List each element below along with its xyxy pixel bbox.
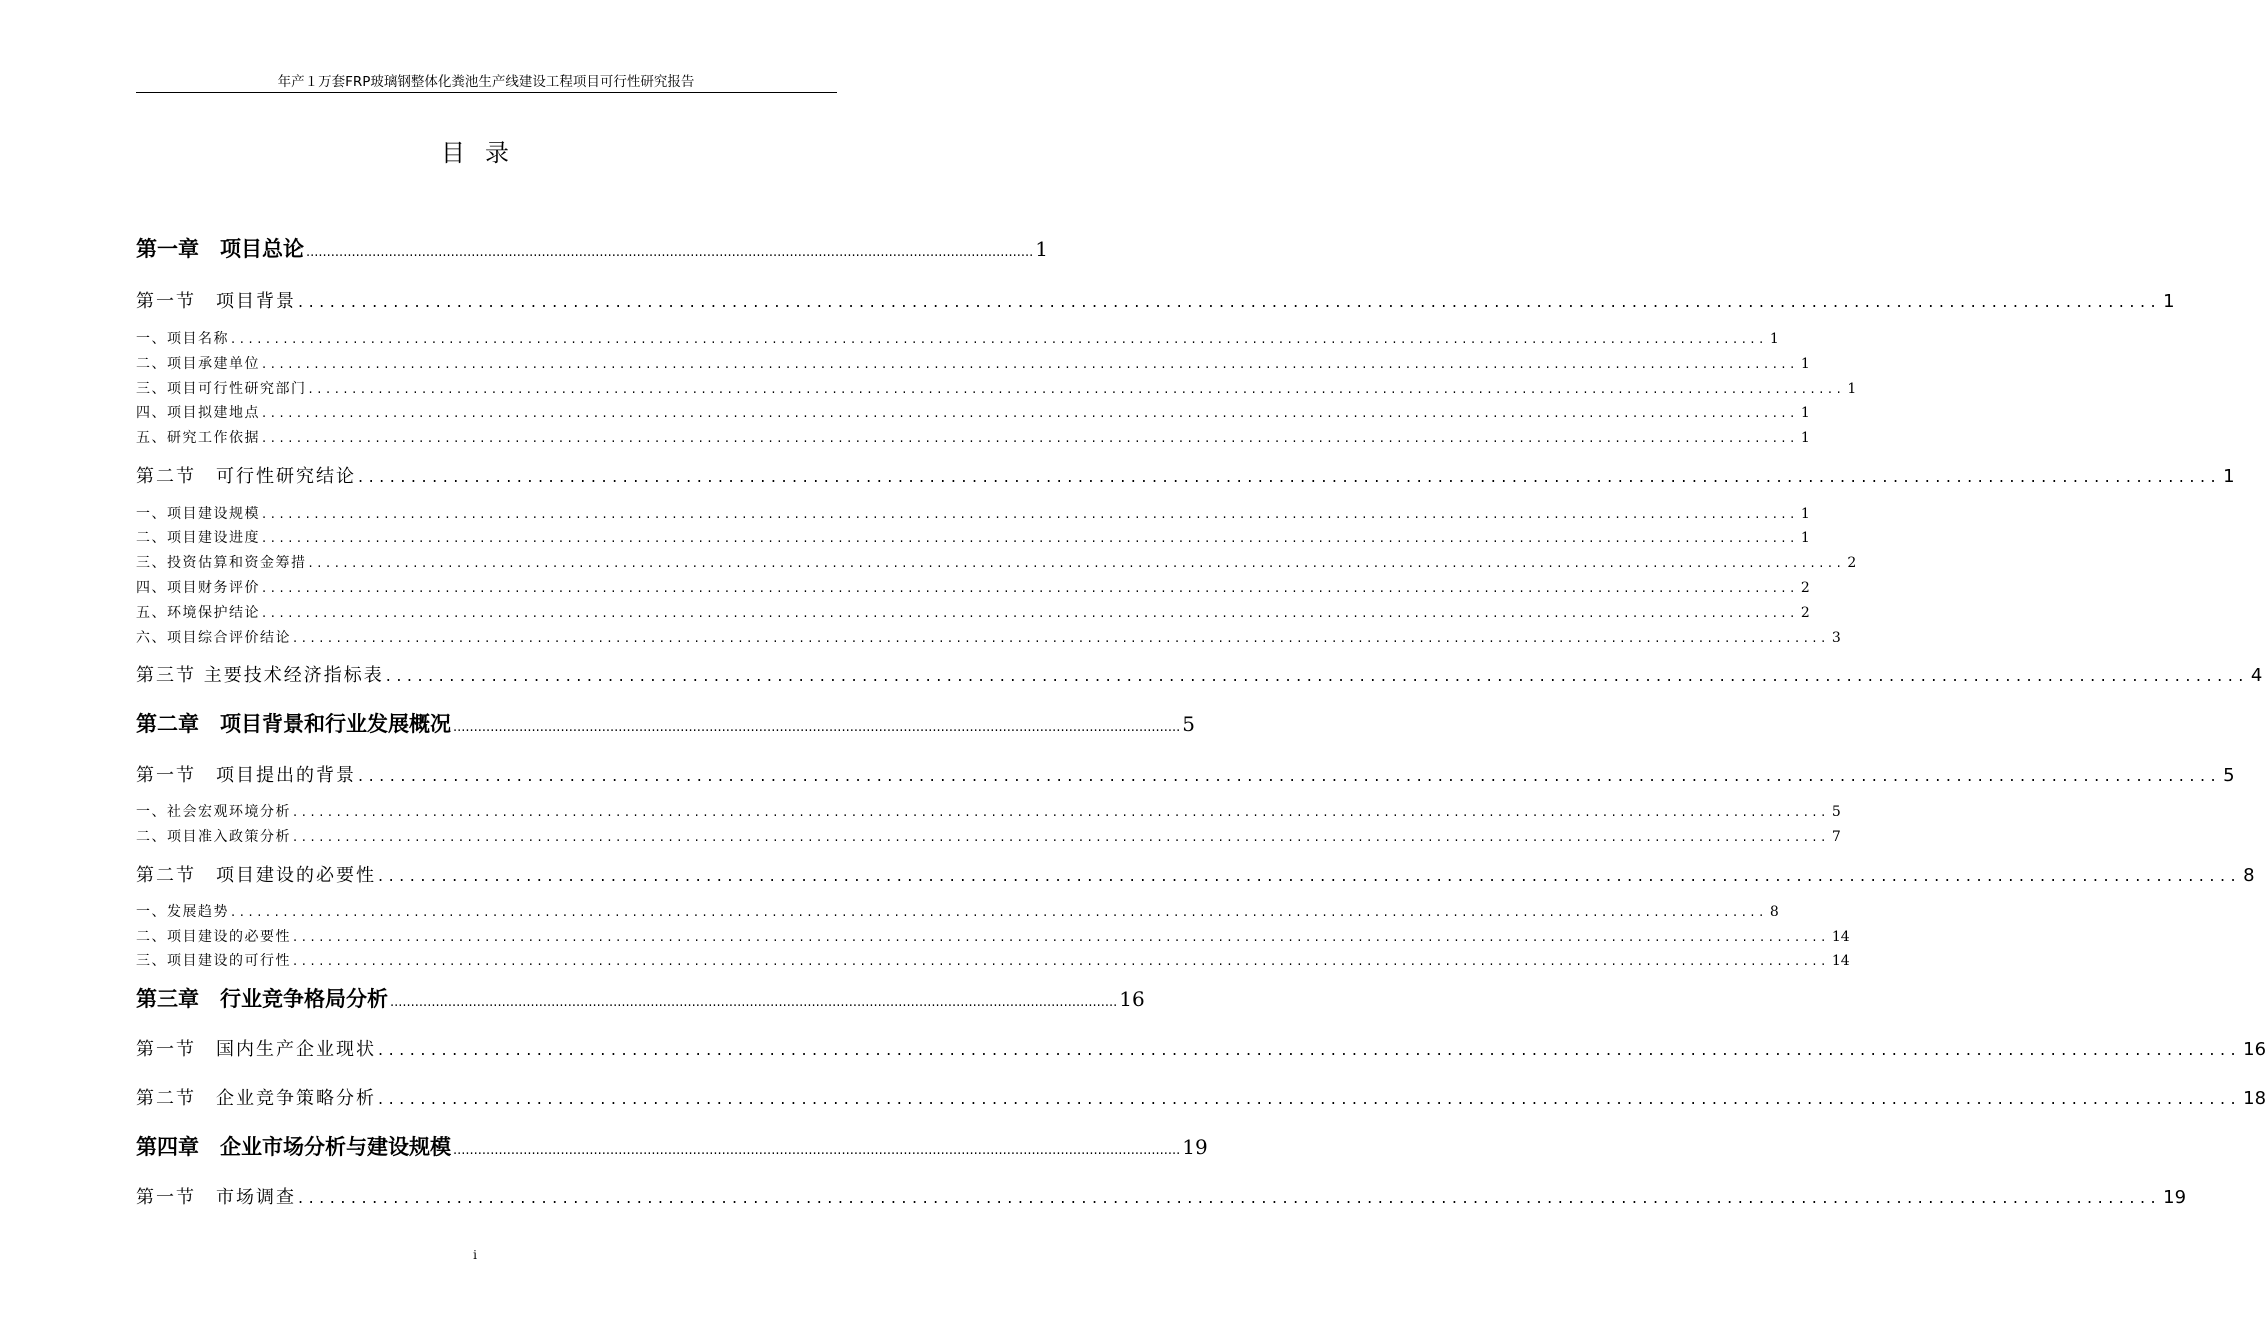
toc-title: 目录 xyxy=(441,139,529,167)
toc-item[interactable]: 一、项目建设规模 ................................................................................................................................................................................ 1 xyxy=(136,506,1810,522)
toc-item[interactable]: 三、投资估算和资金筹措 ................................................................................................................................................................................ 2 xyxy=(136,555,1857,571)
toc-item[interactable]: 一、社会宏观环境分析 ................................................................................................................................................................................ 5 xyxy=(136,804,1841,820)
toc-item[interactable]: 五、环境保护结论 ................................................................................................................................................................................ 2 xyxy=(136,605,1810,621)
toc-section[interactable]: 第二节 项目建设的必要性 ................................................................................................................................................................................ 8 xyxy=(136,865,2255,886)
page-number: i xyxy=(473,1248,477,1262)
toc-item[interactable]: 二、项目准入政策分析 ................................................................................................................................................................................ 7 xyxy=(136,829,1841,845)
toc-chapter[interactable]: 第三章 行业竞争格局分析 ................................................................................................................................................................................ 16 xyxy=(136,987,1145,1011)
toc-item[interactable]: 二、项目建设的必要性 ................................................................................................................................................................................ 14 xyxy=(136,929,1850,945)
toc-section[interactable]: 第二节 企业竞争策略分析 ................................................................................................................................................................................ 18 xyxy=(136,1088,2266,1109)
toc-item[interactable]: 四、项目拟建地点 ................................................................................................................................................................................ 1 xyxy=(136,405,1810,421)
toc-section[interactable]: 第一节 国内生产企业现状 ................................................................................................................................................................................ 16 xyxy=(136,1039,2266,1060)
toc-item[interactable]: 六、项目综合评价结论 ................................................................................................................................................................................ 3 xyxy=(136,630,1841,646)
toc-item[interactable]: 一、发展趋势 ................................................................................................................................................................................ 8 xyxy=(136,904,1779,920)
toc-section[interactable]: 第三节 主要技术经济指标表 ................................................................................................................................................................................ 4 xyxy=(136,665,2263,686)
toc-section[interactable]: 第一节 项目背景 ................................................................................................................................................................................ 1 xyxy=(136,291,2175,312)
toc-item[interactable]: 三、项目建设的可行性 ................................................................................................................................................................................ 14 xyxy=(136,953,1850,969)
toc-item[interactable]: 三、项目可行性研究部门 ................................................................................................................................................................................ 1 xyxy=(136,381,1857,397)
toc-section[interactable]: 第二节 可行性研究结论 ................................................................................................................................................................................ 1 xyxy=(136,466,2235,487)
toc-item[interactable]: 五、研究工作依据 ................................................................................................................................................................................ 1 xyxy=(136,430,1810,446)
toc-section[interactable]: 第一节 市场调查 ................................................................................................................................................................................ 19 xyxy=(136,1187,2187,1208)
header-rule xyxy=(136,92,837,93)
toc-item[interactable]: 二、项目建设进度 ................................................................................................................................................................................ 1 xyxy=(136,530,1810,546)
toc-item[interactable]: 四、项目财务评价 ................................................................................................................................................................................ 2 xyxy=(136,580,1810,596)
toc-chapter[interactable]: 第二章 项目背景和行业发展概况 ................................................................................................................................................................................ 5 xyxy=(136,712,1196,736)
toc-item[interactable]: 一、项目名称 ................................................................................................................................................................................ 1 xyxy=(136,331,1779,347)
toc-chapter[interactable]: 第一章 项目总论 ................................................................................................................................................................................ 1 xyxy=(136,237,1049,261)
running-header: 年产１万套FRP玻璃钢整体化粪池生产线建设工程项目可行性研究报告 xyxy=(277,74,695,90)
toc-chapter[interactable]: 第四章 企业市场分析与建设规模 ................................................................................................................................................................................ 19 xyxy=(136,1135,1208,1159)
toc-item[interactable]: 二、项目承建单位 ................................................................................................................................................................................ 1 xyxy=(136,356,1810,372)
toc-section[interactable]: 第一节 项目提出的背景 ................................................................................................................................................................................ 5 xyxy=(136,765,2235,786)
